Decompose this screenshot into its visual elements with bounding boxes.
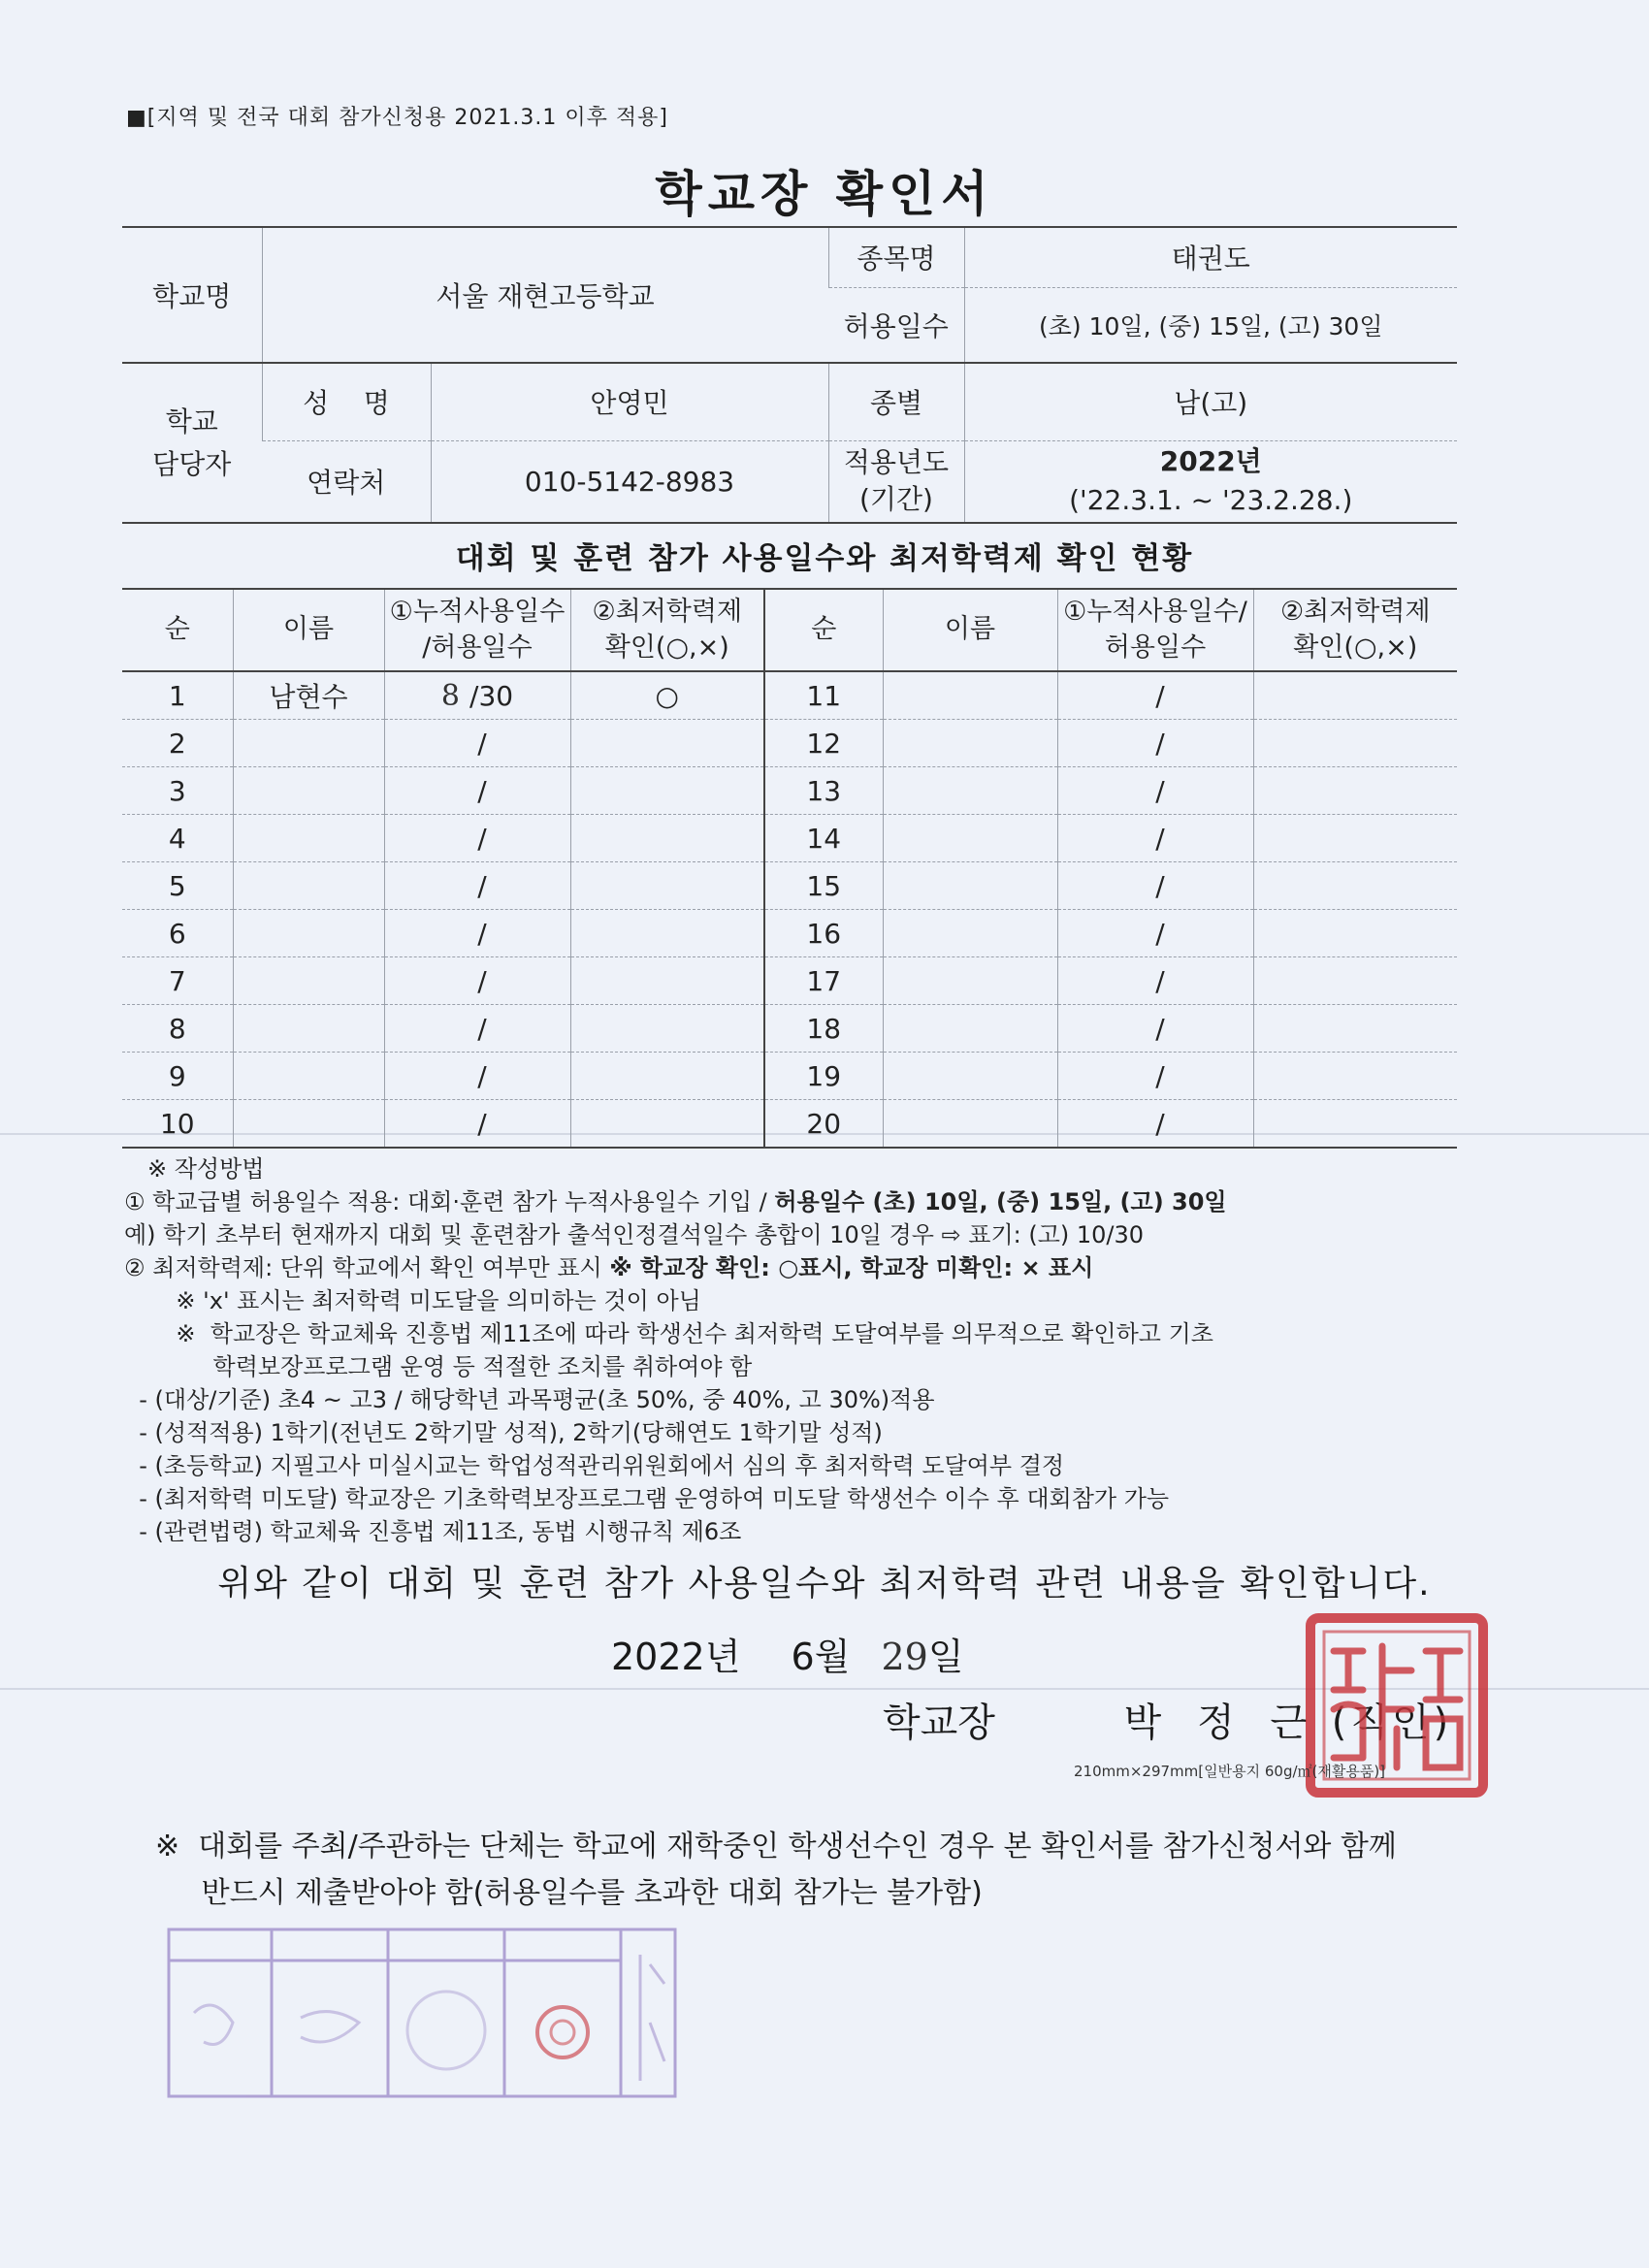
event-label: 종목명 — [828, 227, 964, 287]
table-row — [122, 910, 1457, 957]
form-note: ■[지역 및 전국 대회 참가신청용 2021.3.1 이후 적용] — [126, 106, 668, 130]
row-check — [570, 862, 764, 910]
row-days-allowed: / — [1155, 774, 1165, 807]
notes-heading: ※ 작성방법 — [147, 1155, 265, 1183]
row-name — [233, 815, 384, 862]
row-check — [1253, 862, 1457, 910]
roster-body — [122, 671, 1457, 1148]
row-check — [1253, 1005, 1457, 1053]
table-row — [122, 720, 1457, 767]
row-days-allowed: / — [477, 774, 487, 807]
row-name — [233, 720, 384, 767]
row-name — [233, 1005, 384, 1053]
row-days-allowed: / — [1155, 964, 1165, 997]
row-check — [570, 767, 764, 815]
col-no-right: 순 — [764, 589, 883, 671]
row-check: ○ — [570, 671, 764, 720]
row-number: 11 — [764, 671, 883, 720]
row-name — [883, 671, 1057, 720]
row-days — [1057, 720, 1253, 767]
row-number: 14 — [764, 815, 883, 862]
row-days — [384, 957, 570, 1005]
row-name — [883, 1053, 1057, 1100]
contact-label: 연락처 — [307, 467, 386, 500]
row-name — [233, 1053, 384, 1100]
row-name — [883, 1100, 1057, 1149]
note-1 — [124, 1185, 1463, 1218]
col-name-right: 이름 — [883, 589, 1057, 671]
col-check-left: ②최저학력제 확인(○,×) — [570, 589, 764, 671]
note-9: - (최저학력 미도달) 학교장은 기초학력보장프로그램 운영하여 미도달 학생선수 이수 후 대회참가 가능 — [124, 1485, 1170, 1512]
row-days-allowed: / — [1155, 1107, 1165, 1140]
row-days — [384, 1005, 570, 1053]
row-days-allowed: / — [1155, 917, 1165, 950]
allowed-label: 허용일수 — [828, 287, 964, 363]
row-days-allowed: / — [1155, 727, 1165, 760]
roster-table — [122, 588, 1457, 1149]
row-days — [1057, 910, 1253, 957]
row-number: 4 — [122, 815, 233, 862]
row-number: 2 — [122, 720, 233, 767]
issue-date — [611, 1627, 964, 1680]
col-no-left: 순 — [122, 589, 233, 671]
row-number: 8 — [122, 1005, 233, 1053]
year-cell — [964, 440, 1457, 523]
row-check — [570, 910, 764, 957]
table-row — [122, 671, 1457, 720]
row-name — [233, 862, 384, 910]
row-days — [1057, 1100, 1253, 1149]
date-day: 29 — [881, 1636, 928, 1678]
row-name — [883, 862, 1057, 910]
table-row — [122, 862, 1457, 910]
table-row — [122, 1053, 1457, 1100]
row-check — [1253, 1053, 1457, 1100]
footnote — [155, 1824, 1494, 1917]
row-name — [233, 910, 384, 957]
row-days-allowed: / — [477, 964, 487, 997]
row-check — [1253, 671, 1457, 720]
row-check — [570, 720, 764, 767]
manager-label: 학교 담당자 — [152, 405, 232, 480]
note-5: 학력보장프로그램 운영 등 적절한 조치를 취하여야 함 — [124, 1353, 753, 1380]
row-number: 18 — [764, 1005, 883, 1053]
footnote-line-2: 반드시 제출받아야 함(허용일수를 초과한 대회 참가는 불가함) — [155, 1876, 983, 1910]
row-days — [1057, 815, 1253, 862]
row-days — [1057, 957, 1253, 1005]
row-number: 19 — [764, 1053, 883, 1100]
principal-name: 박 정 근 — [1123, 1701, 1319, 1745]
row-check — [1253, 815, 1457, 862]
table-row — [122, 957, 1457, 1005]
row-name — [883, 1005, 1057, 1053]
table-row — [122, 815, 1457, 862]
note-1-bold: 허용일수 (초) 10일, (중) 15일, (고) 30일 — [774, 1188, 1227, 1215]
row-days-allowed: / — [477, 727, 487, 760]
row-name — [233, 1100, 384, 1149]
row-number: 7 — [122, 957, 233, 1005]
row-days-allowed: /30 — [469, 679, 514, 712]
year-value: 2022년 — [1159, 445, 1262, 478]
row-number: 10 — [159, 1107, 195, 1140]
event-value: 태권도 — [964, 227, 1457, 287]
paper-size-note: 210mm×297mm[일반용지 60g/㎡(재활용품)] — [1074, 1763, 1386, 1780]
row-days — [384, 862, 570, 910]
row-days — [1057, 671, 1253, 720]
row-number: 3 — [122, 767, 233, 815]
row-days-allowed: / — [477, 917, 487, 950]
row-days — [1057, 862, 1253, 910]
row-number: 12 — [764, 720, 883, 767]
note-3: ※ 'x' 표시는 최저학력 미도달을 의미하는 것이 아님 — [124, 1287, 701, 1314]
note-6: - (대상/기준) 초4 ~ 고3 / 해당학년 과목평균(초 50%, 중 40%, 고 30%)적용 — [124, 1386, 935, 1413]
note-2-bold: ※ 학교장 확인: ○표시, 학교장 미확인: × 표시 — [609, 1254, 1094, 1281]
seal-mark: (직인) — [1331, 1701, 1453, 1745]
row-days-allowed: / — [1155, 679, 1165, 712]
row-days-allowed: / — [477, 1012, 487, 1045]
row-number: 15 — [764, 862, 883, 910]
row-days-allowed: / — [1155, 1012, 1165, 1045]
row-check — [1253, 910, 1457, 957]
roster-subtitle: 대회 및 훈련 참가 사용일수와 최저학력제 확인 현황 — [455, 541, 1194, 576]
row-days-allowed: / — [1155, 869, 1165, 902]
approval-stamp-icon — [165, 1926, 679, 2100]
row-name — [883, 720, 1057, 767]
row-number: 5 — [122, 862, 233, 910]
row-days — [384, 815, 570, 862]
row-name — [883, 957, 1057, 1005]
row-check — [1253, 767, 1457, 815]
row-check — [1253, 957, 1457, 1005]
note-8: - (초등학교) 지필고사 미실시교는 학업성적관리위원회에서 심의 후 최저학력 도달여부 결정 — [124, 1452, 1065, 1479]
col-days-right: ①누적사용일수/ 허용일수 — [1057, 589, 1253, 671]
row-check — [570, 815, 764, 862]
date-day-suffix: 일 — [927, 1636, 964, 1678]
contact-value: 010-5142-8983 — [431, 440, 828, 523]
period-value: ('22.3.1. ~ '23.2.28.) — [1069, 484, 1353, 517]
row-name — [233, 767, 384, 815]
date-month: 6월 — [791, 1636, 851, 1678]
row-days — [384, 671, 570, 720]
row-name — [883, 767, 1057, 815]
row-days — [1057, 767, 1253, 815]
row-name — [233, 957, 384, 1005]
date-year: 2022년 — [611, 1636, 741, 1678]
row-days-used: 8 — [440, 678, 461, 713]
gender-label: 종별 — [828, 363, 964, 440]
table-row — [122, 1005, 1457, 1053]
confirmation-statement: 위와 같이 대회 및 훈련 참가 사용일수와 최저학력 관련 내용을 확인합니다. — [217, 1564, 1432, 1604]
row-number: 13 — [764, 767, 883, 815]
row-days-allowed: / — [1155, 1059, 1165, 1092]
row-name — [883, 910, 1057, 957]
allowed-value: (초) 10일, (중) 15일, (고) 30일 — [964, 287, 1457, 363]
row-number: 17 — [764, 957, 883, 1005]
gender-value: 남(고) — [964, 363, 1457, 440]
school-value: 서울 재현고등학교 — [262, 227, 828, 363]
row-days-allowed: / — [477, 1059, 487, 1092]
row-days — [384, 720, 570, 767]
row-check — [1253, 720, 1457, 767]
writing-instructions — [124, 1152, 1463, 1548]
school-label: 학교명 — [122, 227, 262, 363]
note-2 — [124, 1251, 1463, 1284]
principal-label: 학교장 — [883, 1701, 995, 1745]
row-check — [570, 957, 764, 1005]
year-label: 적용년도 (기간) — [828, 440, 964, 523]
row-number: 16 — [764, 910, 883, 957]
note-1-example: 예) 학기 초부터 현재까지 대회 및 훈련참가 출석인정결석일수 총합이 10일 경우 ⇨ 표기: (고) 10/30 — [124, 1221, 1145, 1248]
row-number: 6 — [122, 910, 233, 957]
page-title: 학교장 확인서 — [655, 166, 994, 222]
row-name: 남현수 — [233, 671, 384, 720]
row-days — [384, 910, 570, 957]
row-name — [883, 815, 1057, 862]
row-check — [570, 1005, 764, 1053]
note-4: ※ 학교장은 학교체육 진흥법 제11조에 따라 학생선수 최저학력 도달여부를 의무적으로 확인하고 기초 — [124, 1320, 1213, 1347]
info-table — [122, 226, 1457, 524]
row-number: 9 — [122, 1053, 233, 1100]
row-check — [570, 1053, 764, 1100]
row-days-allowed: / — [1155, 822, 1165, 855]
row-days — [1057, 1053, 1253, 1100]
name-value: 안영민 — [431, 363, 828, 440]
row-days — [384, 1100, 570, 1149]
note-2-text: ② 최저학력제: 단위 학교에서 확인 여부만 표시 — [124, 1254, 610, 1281]
name-label: 성 명 — [262, 363, 431, 440]
col-name-left: 이름 — [233, 589, 384, 671]
row-number: 20 — [764, 1100, 883, 1149]
row-days — [384, 767, 570, 815]
note-1-text: ① 학교급별 허용일수 적용: 대회·훈련 참가 누적사용일수 기입 / — [124, 1188, 775, 1215]
note-7: - (성적적용) 1학기(전년도 2학기말 성적), 2학기(당해연도 1학기말 성적) — [124, 1419, 883, 1446]
row-days-allowed: / — [477, 869, 487, 902]
row-check — [1253, 1100, 1457, 1149]
row-check — [570, 1100, 764, 1149]
table-row — [122, 1100, 1457, 1149]
table-row — [122, 767, 1457, 815]
footnote-line-1: ※ 대회를 주최/주관하는 단체는 학교에 재학중인 학생선수인 경우 본 확인서를 참가신청서와 함께 — [155, 1830, 1397, 1863]
col-days-left: ①누적사용일수 /허용일수 — [384, 589, 570, 671]
row-days-allowed: / — [477, 1107, 487, 1140]
row-number: 1 — [122, 671, 233, 720]
note-10: - (관련법령) 학교체육 진흥법 제11조, 동법 시행규칙 제6조 — [124, 1518, 742, 1545]
row-days — [384, 1053, 570, 1100]
row-days — [1057, 1005, 1253, 1053]
row-days-allowed: / — [477, 822, 487, 855]
col-check-right: ②최저학력제 확인(○,×) — [1253, 589, 1457, 671]
